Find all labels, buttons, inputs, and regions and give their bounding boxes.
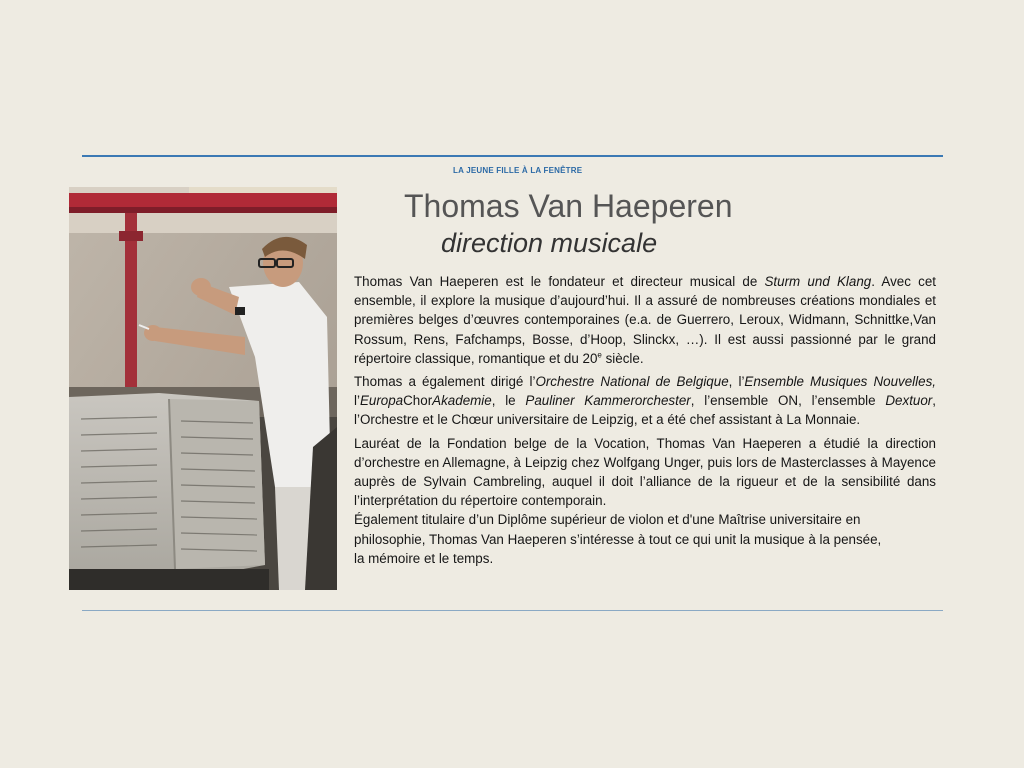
section-label: LA JEUNE FILLE À LA FENÊTRE — [453, 166, 583, 175]
biography — [354, 272, 936, 568]
name-heading: Thomas Van Haeperen — [404, 188, 733, 224]
bottom-divider — [82, 610, 943, 611]
top-divider — [82, 155, 943, 157]
bio-paragraph-4: Également titulaire d’un Diplôme supérieur de violon et d'une Maîtrise universitaire en philosophie, Thomas Van Haeperen s’intéresse à tout ce qui unit la musique à la pensée, la mémoire et le temps. — [354, 512, 882, 566]
bio-paragraph-1: Thomas Van Haeperen est le fondateur et directeur musical de Sturm und Klang. Avec cet ensemble, il explore la musique d’aujourd’hui. Il a assuré de nombreuses créations mondiales et premières belges d’œuvres contemporaines (e.a. de Guerrero, Leroux, Widmann, Schnittke,Van Rossum, Rens, Fafchamps, Bosse, d’Hoop, Slinckx, …). Il est aussi passionné par le grand répertoire classique, romantique et du 20e siècle. — [354, 274, 937, 366]
bio-paragraph-3: Lauréat de la Fondation belge de la Vocation, Thomas Van Haeperen a étudié la direction d’orchestre en Allemagne, à Leipzig chez Wolfgang Unger, puis lors de Masterclasses à Mayence auprès de Sylvain Cambreling, auquel il doit l’alliance de la rigueur et de la sensibilité dans l’interprétation du répertoire contemporain. — [354, 435, 936, 509]
bio-paragraph-2: Thomas a également dirigé l’Orchestre National de Belgique, l’Ensemble Musiques Nouvelles, l’EuropaChorAkademie, le Pauliner Kammerorchester, l’ensemble ON, l’ensemble Dextuor, l’Orchestre et le Chœur universitaire de Leipzig, et a été chef assistant à La Monnaie. — [354, 374, 936, 428]
role-subheading: direction musicale — [441, 228, 658, 258]
conductor-photo — [69, 187, 337, 590]
